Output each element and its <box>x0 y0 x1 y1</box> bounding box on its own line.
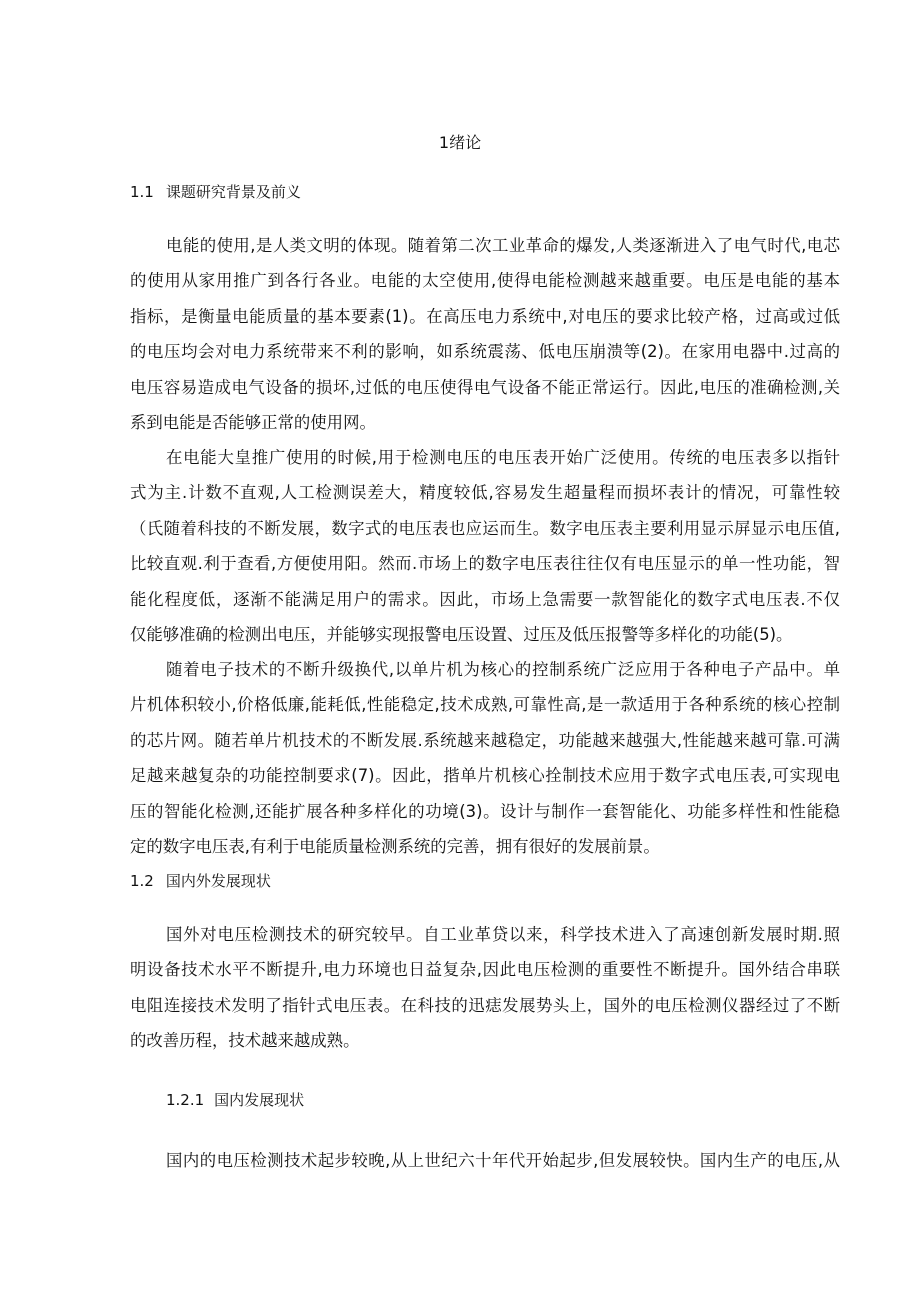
section-heading-1-1 <box>130 181 301 203</box>
paragraph-line: 式为主.计数不直观,人工检测误差大，精度较低,容易发生超量程而损坏表计的情况，可靠性较 <box>130 483 840 503</box>
subsection-heading-1-2-1 <box>166 1089 304 1111</box>
paragraph-line: 压的智能化检测,还能扩展各种多样化的功境(3)。设计与制作一套智能化、功能多样性和性能稳 <box>130 801 840 821</box>
paragraph-line: 的芯片网。随若单片机技术的不断发展.系统越来越稳定，功能越来越强大,性能越来越可靠.可满 <box>130 730 840 750</box>
paragraph-line: 足越来越复杂的功能控制要求(7)。因此，揩单片机核心拴制技术应用于数字式电压表,可实现电 <box>130 766 840 786</box>
paragraph-line: 国内的电压检测技术起步较晚,从上世纪六十年代开始起步,但发展较快。国内生产的电压,从 <box>166 1151 840 1170</box>
paragraph-line: 国外对电压检测技术的研究较早。自工业革贷以来，科学技术进入了高速创新发展时期.照 <box>166 925 840 944</box>
paragraph-line: 随着电子技术的不断升级换代,以单片机为核心的控制系统广泛应用于各种电子产品中。单 <box>166 660 840 679</box>
section-title: 国内外发展现状 <box>165 872 271 890</box>
paragraph-line: 片机体积较小,价格低廉,能耗低,性能稳定,技术成熟,可靠性高,是一款适用于各种系统的核心控制 <box>130 695 840 715</box>
section-heading-1-2 <box>130 870 271 892</box>
paragraph-2 <box>130 440 840 652</box>
paragraph-line: 仅能够准确的检测出电压，并能够实现报警电压设置、过压及低压报警等多样化的功能(5)。 <box>130 624 793 644</box>
paragraph-1 <box>130 228 840 440</box>
paragraph-line: 电能的使用,是人类文明的体现。随着第二次工业革命的爆发,人类逐渐进入了电气时代,电芯 <box>166 236 840 255</box>
paragraph-4 <box>130 917 840 1059</box>
paragraph-3 <box>130 652 840 864</box>
paragraph-5 <box>130 1143 840 1178</box>
paragraph-line: 定的数字电压表,有利于电能质量检测系统的完善，拥有很好的发展前景。 <box>130 836 660 856</box>
section-number: 1.1 <box>130 183 154 201</box>
paragraph-line: 的电压均会对电力系统带来不利的影响，如系统震荡、低电压崩溃等(2)。在家用电器中.过高的 <box>130 342 840 362</box>
paragraph-line: 的改善历程，技术越来越成熟。 <box>130 1031 360 1051</box>
chapter-title: 1绪论 <box>438 133 482 152</box>
paragraph-line: 的使用从家用推广到各行各业。电能的太空使用,使得电能检测越来越重要。电压是电能的基本 <box>130 271 840 291</box>
subsection-number: 1.2.1 <box>166 1091 205 1109</box>
paragraph-line: 指标，是衡量电能质量的基本要素(1)。在高压电力系统中,对电压的要求比较产格，过高或过低 <box>130 306 840 326</box>
paragraph-line: 能化程度低，逐渐不能满足用户的需求。因此，市场上急需要一款智能化的数字式电压表.不仅 <box>130 589 840 609</box>
paragraph-line: （氏随着科技的不断发展，数字式的电压表也应运而生。数字电压表主要利用显示屏显示电压值, <box>130 518 840 538</box>
paragraph-line: 电阻连接技术发明了指针式电压表。在科技的迅痣发展势头上，国外的电压检测仪器经过了不断 <box>130 995 840 1015</box>
paragraph-line: 电压容易造成电气设备的损坏,过低的电压使得电气设备不能正常运行。因此,电压的准确检测,关 <box>130 377 840 397</box>
section-title: 课题研究背景及前义 <box>165 183 301 201</box>
section-number: 1.2 <box>130 872 154 890</box>
paragraph-line: 明设备技术水平不断提升,电力环境也日益复杂,因此电压检测的重要性不断提升。国外结合串联 <box>130 960 840 980</box>
paragraph-line: 系到电能是否能够正常的使用网。 <box>130 412 376 432</box>
paragraph-line: 比较直观.利于查看,方便使用阳。然而.市场上的数字电压表往往仅有电压显示的单一性功能，智 <box>130 554 840 574</box>
subsection-title: 国内发展现状 <box>214 1091 305 1109</box>
paragraph-line: 在电能大皇推广使用的时候,用于检测电压的电压表开始广泛使用。传统的电压表多以指针 <box>166 448 840 467</box>
